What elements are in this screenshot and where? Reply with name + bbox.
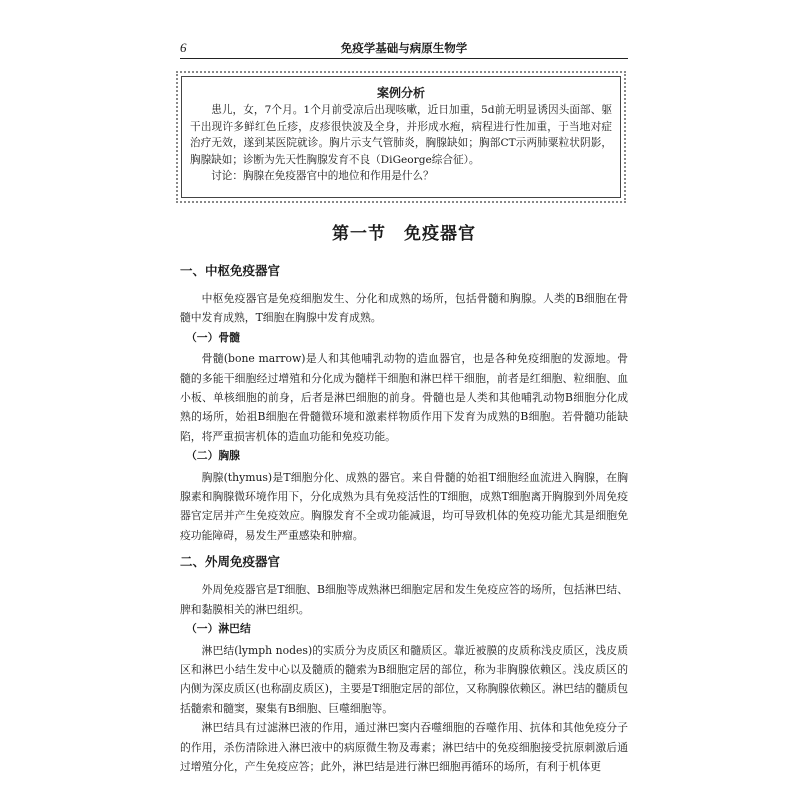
case-analysis-text: 患儿，女，7个月。1个月前受凉后出现咳嗽，近日加重，5d前无明显诱因头面部、躯干出现许多鲜红色丘疹，皮疹很快波及全身，并形成水疱，病程进行性加重，于当地对症治疗无效，遂到某医院就诊。胸片示支气管肺炎，胸腺缺如；胸部CT示两肺粟粒状阴影，胸腺缺如；诊断为先天性胸腺发育不良（DiGeorge综合征）。	[190, 104, 612, 166]
paragraph-peripheral-immune-organs: 外周免疫器官是T细胞、B细胞等成熟淋巴细胞定居和发生免疫应答的场所，包括淋巴结、脾和黏膜相关的淋巴组织。	[180, 583, 628, 616]
heading-thymus: （二）胸腺	[186, 450, 240, 463]
heading-lymph-nodes: （一）淋巴结	[186, 623, 251, 636]
case-discussion-question: 讨论：胸腺在免疫器官中的地位和作用是什么？	[211, 170, 434, 183]
running-title: 免疫学基础与病原生物学	[340, 43, 468, 55]
section-title: 第一节 免疫器官	[332, 224, 476, 243]
paragraph-lymph-nodes-structure: 淋巴结(lymph nodes)的实质分为皮质区和髓质区。靠近被膜的皮质称浅皮质区，浅皮质区和淋巴小结生发中心以及髓质的髓索为B细胞定居的部位，称为非胸腺依赖区。浅皮质区的内侧为深皮质区(也称副皮质区)，主要是T细胞定居的部位，又称胸腺依赖区。淋巴结的髓质包括髓索和髓窦，聚集有B细胞、巨噬细胞等。	[180, 643, 628, 715]
heading-bone-marrow: （一）骨髓	[186, 331, 240, 344]
heading-peripheral-immune-organs: 二、外周免疫器官	[180, 555, 281, 570]
paragraph-lymph-nodes-function: 淋巴结具有过滤淋巴液的作用，通过淋巴窦内吞噬细胞的吞噬作用、抗体和其他免疫分子的作用，杀伤清除进入淋巴液中的病原微生物及毒素；淋巴结中的免疫细胞接受抗原刺激后通过增殖分化，产生免疫应答；此外，淋巴结是进行淋巴细胞再循环的场所，有利于机体更	[180, 721, 628, 773]
case-analysis-box	[181, 76, 621, 198]
paragraph-central-immune-organs: 中枢免疫器官是免疫细胞发生、分化和成熟的场所，包括骨髓和胸腺。人类的B细胞在骨髓中发育成熟，T细胞在胸腺中发育成熟。	[180, 292, 628, 325]
paragraph-thymus: 胸腺(thymus)是T细胞分化、成熟的器官。来自骨髓的始祖T细胞经血流进入胸腺，在胸腺素和胸腺微环境作用下，分化成熟为具有免疫活性的T细胞，成熟T细胞离开胸腺到外周免疫器官定居并产生免疫效应。胸腺发育不全或功能减退，均可导致机体的免疫功能尤其是细胞免疫功能障碍，易发生严重感染和肿瘤。	[180, 470, 628, 542]
body-content	[180, 262, 628, 776]
page-number: 6	[180, 40, 187, 55]
page-header	[180, 38, 628, 59]
paragraph-bone-marrow: 骨髓(bone marrow)是人和其他哺乳动物的造血器官，也是各种免疫细胞的发源地。骨髓的多能干细胞经过增殖和分化成为髓样干细胞和淋巴样干细胞，前者是红细胞、粒细胞、血小板、单核细胞的前身，后者是淋巴细胞的前身。骨髓也是人类和其他哺乳动物B细胞分化成熟的场所，始祖B细胞在骨髓微环境和激素样物质作用下发育为成熟的B细胞。若骨髓功能缺陷，将严重损害机体的造血功能和免疫功能。	[180, 352, 628, 443]
case-analysis-title: 案例分析	[376, 86, 425, 100]
heading-central-immune-organs: 一、中枢免疫器官	[180, 264, 281, 278]
